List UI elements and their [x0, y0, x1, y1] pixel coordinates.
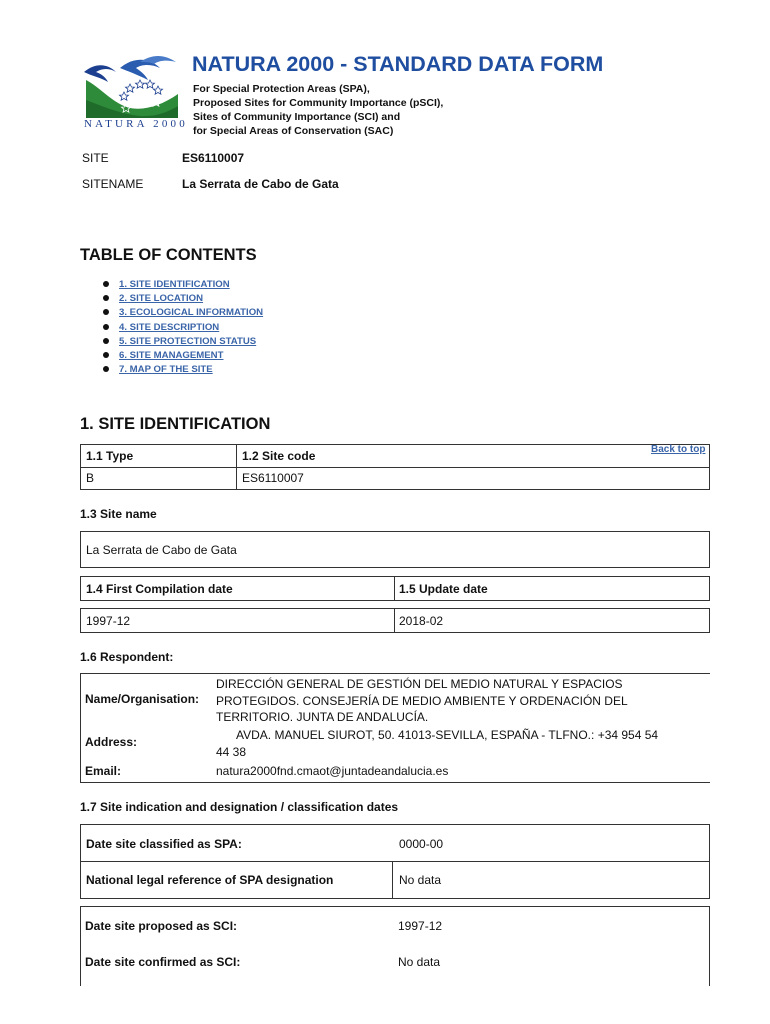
dates-header-row: [80, 576, 710, 601]
type-code-table: [80, 444, 710, 490]
site-name-box: [80, 531, 710, 568]
spa-date-label: Date site classified as SPA:: [86, 837, 242, 851]
address-line: 44 38: [216, 744, 247, 759]
logo-wordmark: NATURA 2000: [84, 118, 188, 130]
respondent-label: 1.6 Respondent:: [80, 650, 174, 664]
toc-item: [100, 293, 263, 307]
type-value: B: [86, 471, 95, 485]
update-date-label: 1.5 Update date: [399, 582, 488, 596]
org-line: DIRECCIÓN GENERAL DE GESTIÓN DEL MEDIO NATURAL Y ESPACIOS: [216, 677, 623, 691]
toc-link-site-protection-status[interactable]: 5. SITE PROTECTION STATUS: [119, 335, 257, 347]
sci-proposed-value: 1997-12: [398, 919, 443, 933]
site-name-value: La Serrata de Cabo de Gata: [86, 543, 237, 557]
form-subtitle: [193, 82, 443, 138]
sitename-label: SITENAME: [82, 177, 144, 191]
site-code-cell: ES6110007: [242, 471, 304, 485]
spa-reference-value: No data: [399, 873, 442, 887]
sci-confirmed-value: No data: [398, 955, 441, 969]
sci-confirmed-label: Date site confirmed as SCI:: [85, 955, 241, 969]
email-label: Email:: [85, 764, 122, 778]
sci-proposed-label: Date site proposed as SCI:: [85, 919, 238, 933]
toc-item: [100, 307, 263, 321]
site-label: SITE: [82, 151, 109, 165]
respondent-bottom-rule: [80, 782, 710, 783]
site-name-label: 1.3 Site name: [80, 507, 157, 521]
subtitle-line: For Special Protection Areas (SPA),: [193, 83, 370, 95]
toc-item: [100, 279, 263, 293]
toc-list: [100, 279, 263, 378]
respondent-left-rule: [80, 673, 81, 783]
subtitle-line: for Special Areas of Conservation (SAC): [193, 125, 394, 137]
address-line: AVDA. MANUEL SIUROT, 50. 41013-SEVILLA, ESPAÑA - TLFNO.: +34 954 54: [236, 728, 659, 742]
toc-link-site-identification[interactable]: 1. SITE IDENTIFICATION: [119, 279, 230, 290]
email-value[interactable]: natura2000fnd.cmaot@juntadeandalucia.es: [216, 764, 449, 778]
type-label: 1.1 Type: [86, 449, 134, 463]
section-heading-site-identification: 1. SITE IDENTIFICATION: [80, 415, 271, 433]
org-value: [216, 676, 706, 726]
respondent-top-rule: [80, 673, 710, 674]
subtitle-line: Sites of Community Importance (SCI) and: [193, 111, 401, 123]
site-code-value: ES6110007: [182, 151, 245, 165]
toc-link-site-management[interactable]: 6. SITE MANAGEMENT: [119, 349, 224, 361]
designation-label: 1.7 Site indication and designation / classification dates: [80, 800, 399, 814]
spa-reference-label: National legal reference of SPA designation: [86, 873, 334, 887]
page-title: NATURA 2000 - STANDARD DATA FORM: [192, 52, 604, 76]
subtitle-line: Proposed Sites for Community Importance (pSCI),: [193, 97, 444, 109]
toc-heading: TABLE OF CONTENTS: [80, 246, 257, 264]
dates-value-row: [80, 608, 710, 633]
sci-table: [80, 906, 710, 986]
org-label: Name/Organisation:: [85, 692, 200, 706]
toc-item: [100, 364, 263, 378]
toc-link-site-description[interactable]: 4. SITE DESCRIPTION: [119, 321, 220, 333]
sitename-value: La Serrata de Cabo de Gata: [182, 177, 339, 191]
toc-item: [100, 322, 263, 336]
back-to-top-link[interactable]: Back to top: [651, 444, 706, 455]
address-label: Address:: [85, 735, 138, 749]
site-code-label: 1.2 Site code: [242, 449, 316, 463]
org-line: PROTEGIDOS. CONSEJERÍA DE MEDIO AMBIENTE Y ORDENACIÓN DEL: [216, 693, 628, 708]
toc-link-site-location[interactable]: 2. SITE LOCATION: [119, 293, 204, 305]
toc-link-ecological-information[interactable]: 3. ECOLOGICAL INFORMATION: [119, 307, 264, 319]
toc-item: [100, 336, 263, 350]
first-compilation-label: 1.4 First Compilation date: [86, 582, 233, 596]
address-value: [216, 727, 706, 760]
first-compilation-value: 1997-12: [86, 614, 131, 628]
toc-link-map-of-the-site[interactable]: 7. MAP OF THE SITE: [119, 364, 213, 376]
update-date-value: 2018-02: [399, 614, 444, 628]
spa-table: [80, 824, 710, 899]
toc-item: [100, 350, 263, 364]
spa-date-value: 0000-00: [399, 837, 444, 851]
org-line: TERRITORIO. JUNTA DE ANDALUCÍA.: [216, 710, 429, 724]
